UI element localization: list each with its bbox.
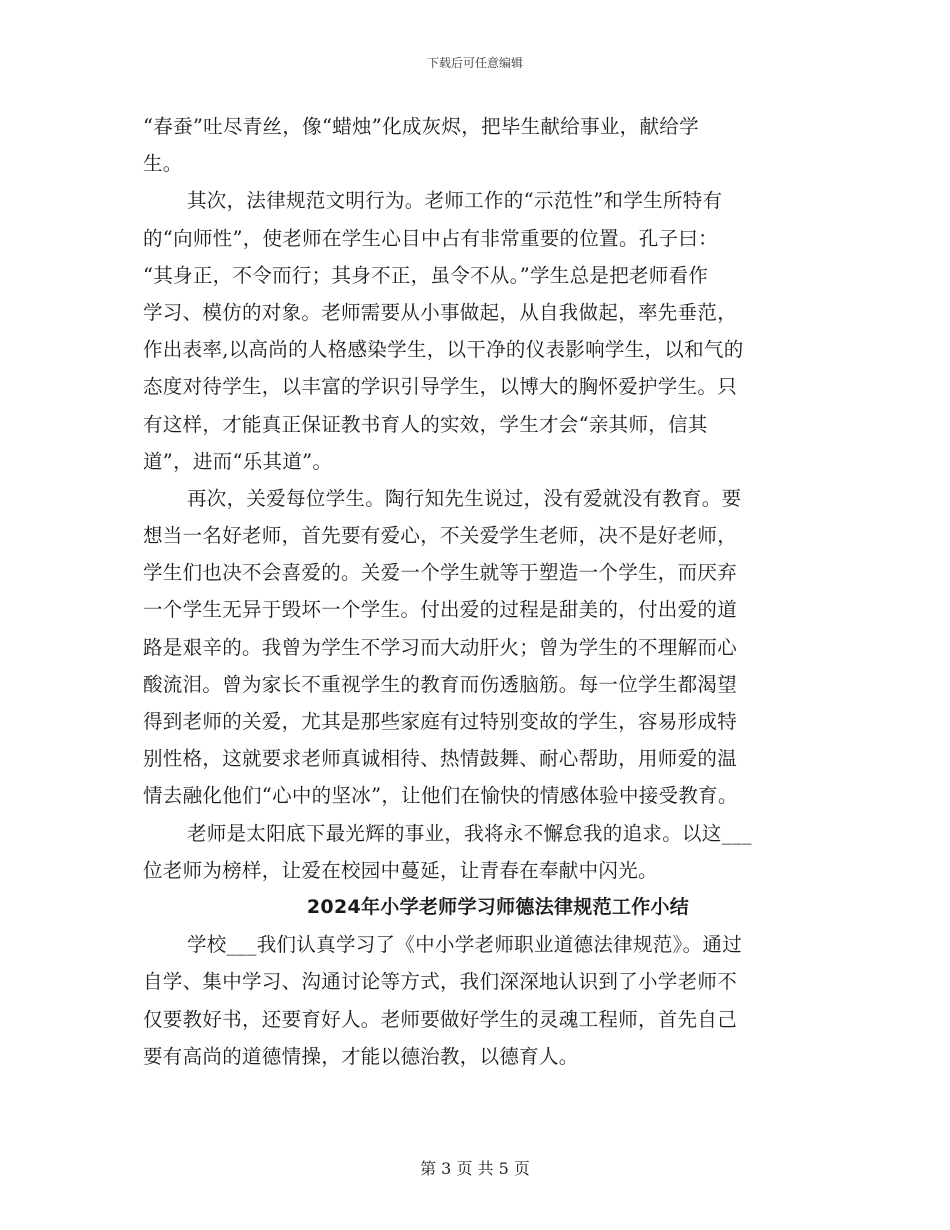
document-body	[143, 108, 813, 1075]
paragraph-line: 一个学生无异于毁坏一个学生。付出爱的过程是甜美的，付出爱的道	[143, 598, 738, 622]
paragraph-line: 想当一名好老师，首先要有爱心，不关爱学生老师，决不是好老师，	[143, 524, 738, 548]
paragraph-line: 态度对待学生，以丰富的学识引导学生，以博大的胸怀爱护学生。只	[143, 375, 738, 399]
paragraph-line: 位老师为榜样，让爱在校园中蔓延，让青春在奉献中闪光。	[143, 858, 658, 882]
paragraph-line: 学习、模仿的对象。老师需要从小事做起，从自我做起，率先垂范，	[143, 300, 738, 324]
paragraph-line: 自学、集中学习、沟通讨论等方式，我们深深地认识到了小学老师不	[143, 970, 738, 994]
paragraph-line: 情去融化他们“心中的坚冰”，让他们在愉快的情感体验中接受教育。	[143, 784, 738, 808]
paragraph-line: 老师是太阳底下最光辉的事业，我将永不懈怠我的追求。以这___	[187, 821, 752, 845]
paragraph-line: “其身正，不令而行；其身不正，虽令不从。”学生总是把老师看作	[143, 263, 709, 287]
paragraph-line: 路是艰辛的。我曾为学生不学习而大动肝火；曾为学生的不理解而心	[143, 635, 738, 659]
paragraph-line: 学校___我们认真学习了《中小学老师职业道德法律规范》。通过	[187, 933, 742, 957]
paragraph-line: 作出表率,以高尚的人格感染学生，以干净的仪表影响学生，以和气的	[143, 338, 744, 362]
paragraph-line: “春蚕”吐尽青丝，像“蜡烛”化成灰烬，把毕生献给事业，献给学	[143, 115, 699, 138]
paragraph-line: 道”，进而“乐其道”。	[143, 449, 333, 473]
paragraph-line: 再次，关爱每位学生。陶行知先生说过，没有爱就没有教育。要	[187, 486, 742, 510]
paragraph-line: 的“向师性”，使老师在学生心目中占有非常重要的位置。孔子曰：	[143, 226, 718, 250]
page-number: 第 3 页 共 5 页	[420, 1159, 530, 1178]
paragraph-line: 要有高尚的道德情操，才能以德治教，以德育人。	[143, 1044, 579, 1068]
paragraph-line: 得到老师的关爱，尤其是那些家庭有过特别变故的学生，容易形成特	[143, 710, 738, 733]
paragraph-line: 有这样，才能真正保证教书育人的实效，学生才会“亲其师，信其	[143, 412, 708, 436]
paragraph-line: 别性格，这就要求老师真诚相待、热情鼓舞、耐心帮助，用师爱的温	[143, 747, 738, 771]
page-header: 下载后可任意编辑	[426, 56, 523, 70]
section-heading: 2024年小学老师学习师德法律规范工作小结	[306, 895, 690, 918]
paragraph-line: 学生们也决不会喜爱的。关爱一个学生就等于塑造一个学生，而厌弃	[143, 561, 738, 585]
paragraph-line: 酸流泪。曾为家长不重视学生的教育而伤透脑筋。每一位学生都渴望	[143, 672, 738, 696]
paragraph-line: 仅要教好书，还要育好人。老师要做好学生的灵魂工程师，首先自己	[143, 1007, 738, 1031]
paragraph-line: 生。	[143, 152, 183, 176]
paragraph-line: 其次，法律规范文明行为。老师工作的“示范性”和学生所特有	[187, 189, 723, 213]
